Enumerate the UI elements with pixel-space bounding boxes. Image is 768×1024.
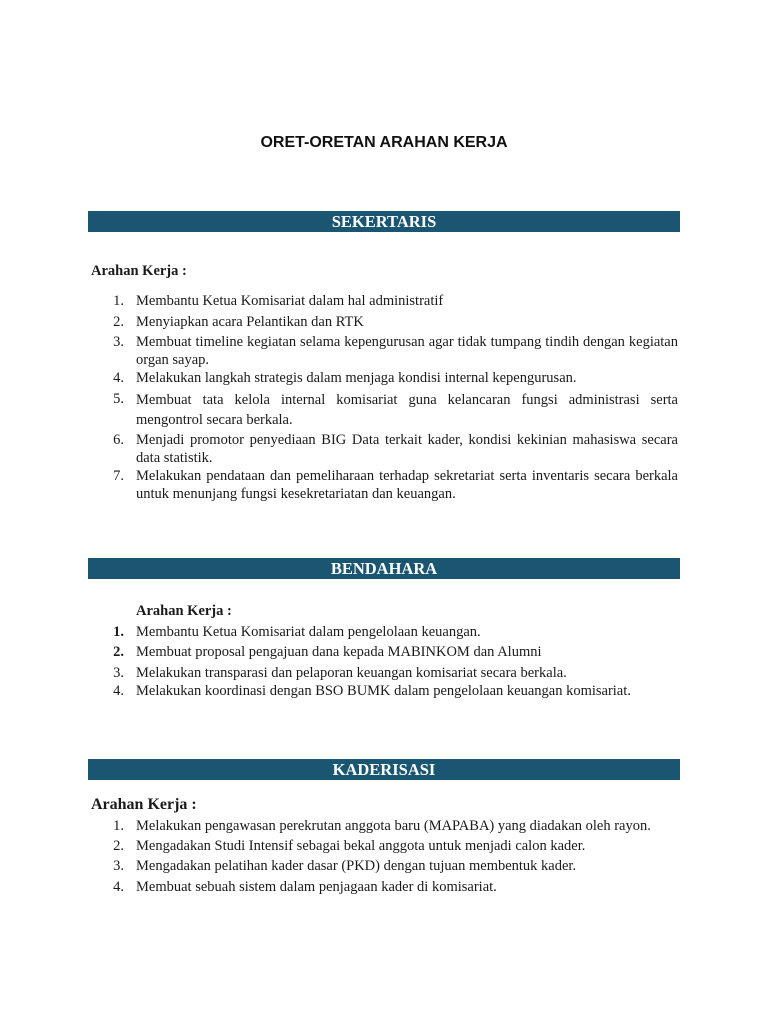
list-item-number: 3.	[113, 858, 124, 874]
list-item-number: 1.	[113, 624, 124, 640]
list-item-text: Membantu Ketua Komisariat dalam pengelolaan keuangan.	[136, 624, 481, 640]
arahan-kerja-label: Arahan Kerja :	[136, 603, 232, 619]
section-heading-kaderisasi: KADERISASI	[88, 759, 680, 780]
list-item-number: 4.	[113, 683, 124, 699]
section-heading-sekertaris: SEKERTARIS	[88, 211, 680, 232]
list-item-text: Membuat tata kelola internal komisariat guna kelancaran fungsi administrasi serta mengontrol secara berkala.	[136, 392, 678, 428]
list-item-number: 4.	[113, 879, 124, 895]
list-item-text: Melakukan pengawasan perekrutan anggota baru (MAPABA) yang diadakan oleh rayon.	[136, 818, 651, 834]
list-item-number: 7.	[113, 468, 124, 484]
list-item-number: 3.	[113, 334, 124, 350]
list-item-number: 1.	[113, 293, 124, 309]
section-heading-bendahara: BENDAHARA	[88, 558, 680, 579]
list-item-text: Melakukan transparasi dan pelaporan keuangan komisariat secara berkala.	[136, 665, 567, 681]
list-item-text: Menjadi promotor penyediaan BIG Data terkait kader, kondisi kekinian mahasiswa secara data statistik.	[136, 432, 678, 466]
list-item-text: Membuat sebuah sistem dalam penjagaan kader di komisariat.	[136, 879, 497, 895]
list-item-number: 2.	[113, 314, 124, 330]
list-item-text: Menyiapkan acara Pelantikan dan RTK	[136, 314, 364, 330]
list-item-text: Membuat timeline kegiatan selama kepengurusan agar tidak tumpang tindih dengan kegiatan organ sayap.	[136, 334, 678, 368]
list-item-text: Membuat proposal pengajuan dana kepada MABINKOM dan Alumni	[136, 644, 542, 660]
list-item-text: Melakukan koordinasi dengan BSO BUMK dalam pengelolaan keuangan komisariat.	[136, 683, 631, 699]
list-item-number: 4.	[113, 370, 124, 386]
list-item-number: 2.	[113, 838, 124, 854]
list-item-number: 5.	[113, 391, 124, 407]
list-item-text: Mengadakan pelatihan kader dasar (PKD) dengan tujuan membentuk kader.	[136, 858, 577, 874]
document-title: ORET-ORETAN ARAHAN KERJA	[260, 134, 508, 151]
list-item-number: 3.	[113, 665, 124, 681]
arahan-kerja-label: Arahan Kerja :	[91, 796, 197, 813]
arahan-kerja-label: Arahan Kerja :	[91, 263, 187, 279]
list-item-number: 1.	[113, 818, 124, 834]
list-item-text: Melakukan pendataan dan pemeliharaan terhadap sekretariat serta inventaris secara berkala untuk menunjang fungsi kesekretariatan dan keuangan.	[136, 468, 678, 502]
list-item-number: 2.	[113, 644, 124, 660]
list-item-text: Membantu Ketua Komisariat dalam hal administratif	[136, 293, 444, 309]
list-item-text: Melakukan langkah strategis dalam menjaga kondisi internal kepengurusan.	[136, 370, 577, 386]
list-item-number: 6.	[113, 432, 124, 448]
list-item-text: Mengadakan Studi Intensif sebagai bekal anggota untuk menjadi calon kader.	[136, 838, 586, 854]
